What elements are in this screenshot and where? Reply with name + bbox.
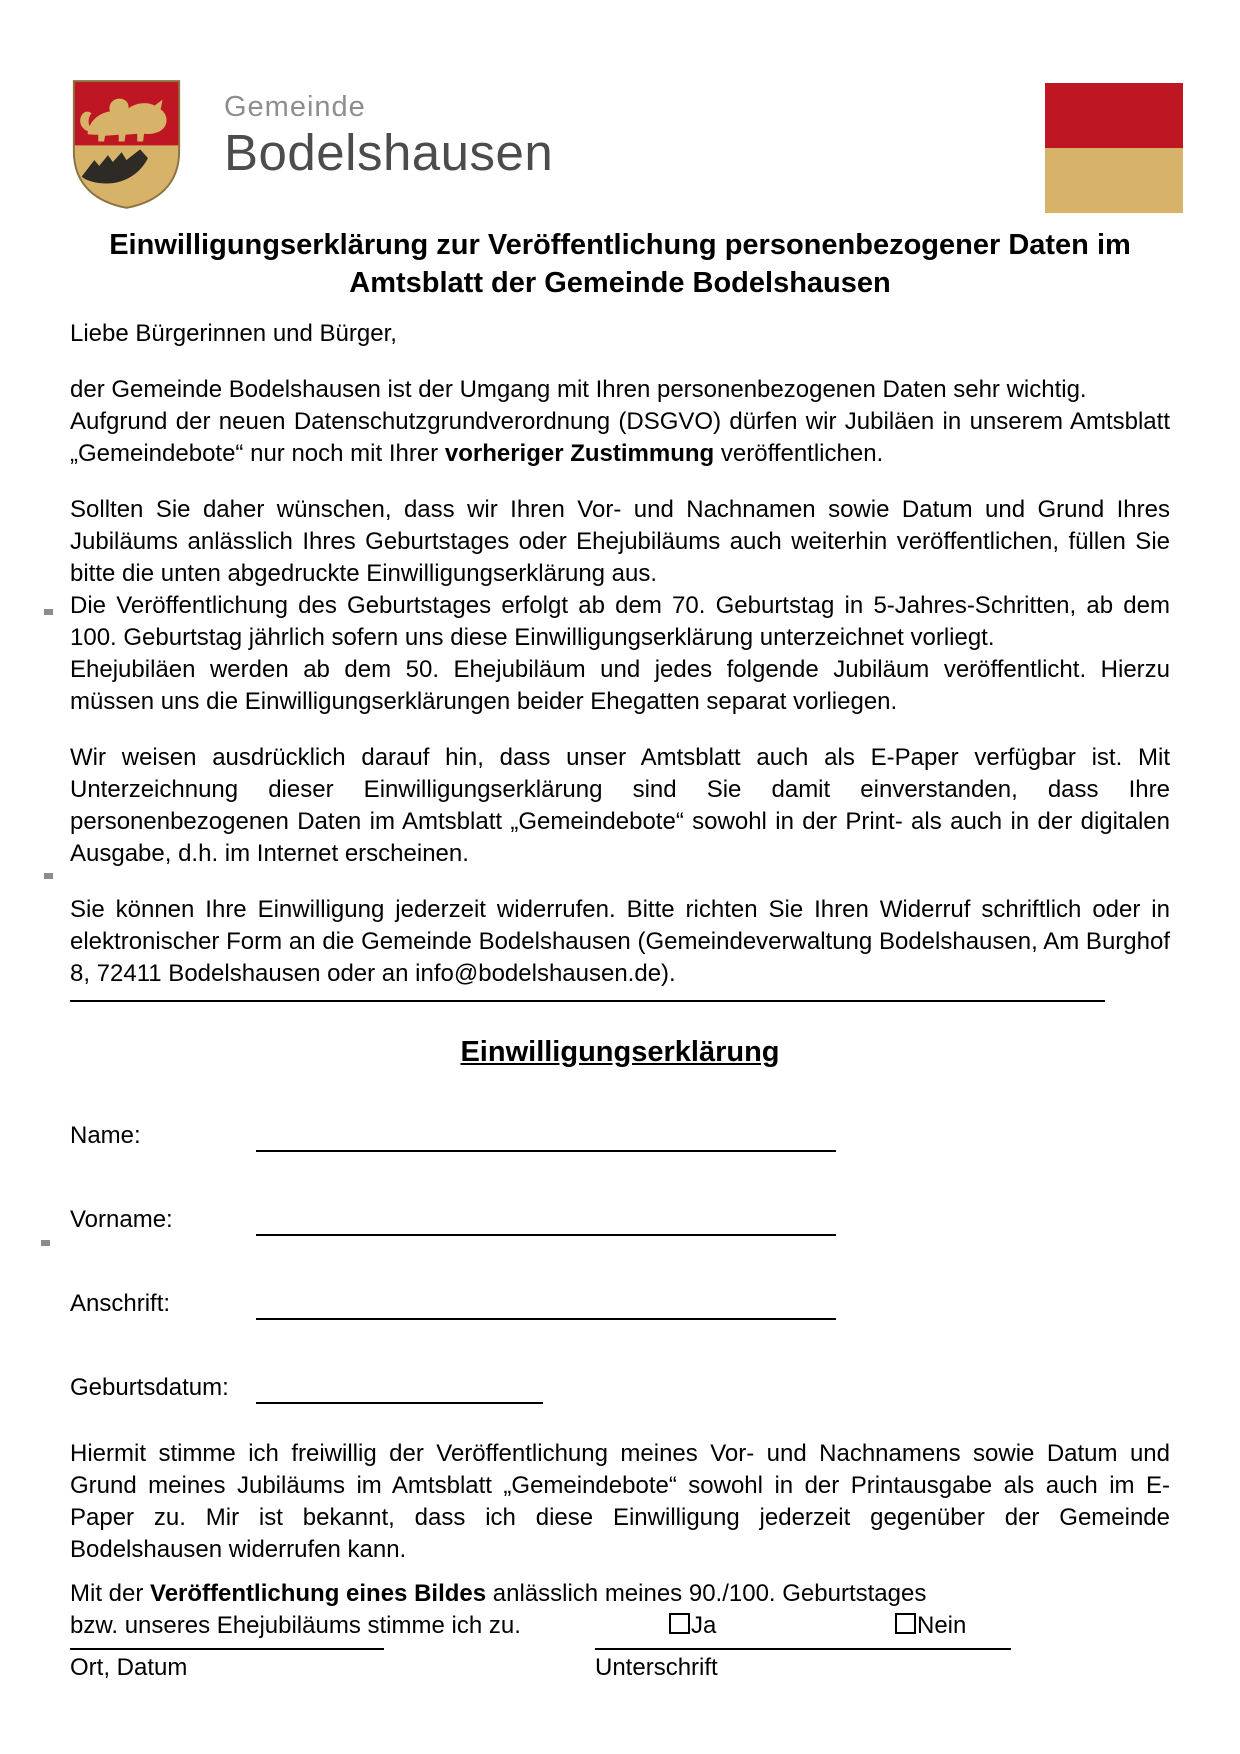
field-row-geburtsdatum bbox=[70, 1372, 1170, 1404]
margin-scan-mark bbox=[44, 873, 53, 879]
signature-label: Unterschrift bbox=[595, 1654, 718, 1681]
vorname-label: Vorname: bbox=[70, 1206, 173, 1233]
paragraph-revocation: Sie können Ihre Einwilligung jederzeit widerrufen. Bitte richten Sie Ihren Widerruf schriftlich oder in elektronischer Form an die Gemeinde Bodelshausen (Gemeindeverwaltung Bodelshausen, Am Burghof 8, 72411 Bodelshausen oder an info@bodelshausen.de). bbox=[70, 896, 1170, 987]
declaration-heading-text: Einwilligungserklärung bbox=[460, 1036, 780, 1068]
yes-option bbox=[669, 1610, 716, 1642]
paragraph-wish: Sollten Sie daher wünschen, dass wir Ihren Vor- und Nachnamen sowie Datum und Grund Ihres Jubiläums anlässlich Ihres Geburtstages oder Ehejubiläums auch weiterhin veröffentlichen, füllen Sie bitte die unten abgedruckte Einwilligungserklärung aus. bbox=[70, 496, 1170, 587]
place-date-label: Ort, Datum bbox=[70, 1654, 188, 1681]
checkbox-ja-label: Ja bbox=[691, 1612, 717, 1639]
anschrift-input-line[interactable] bbox=[256, 1290, 836, 1320]
field-row-anschrift bbox=[70, 1288, 1170, 1320]
flag-red-half bbox=[1045, 83, 1183, 148]
paragraph-publication-rules bbox=[70, 494, 1170, 718]
document-title bbox=[70, 226, 1170, 302]
text-segment: Mit der bbox=[70, 1580, 151, 1607]
logo-org-name: Bodelshausen bbox=[224, 124, 554, 181]
document-title-line2: Amtsblatt der Gemeinde Bodelshausen bbox=[349, 267, 891, 299]
checkbox-nein-label: Nein bbox=[917, 1612, 967, 1639]
text-segment: Aufgrund der neuen Datenschutzgrundverordnung (DSGVO) dürfen wir Jubiläen in unserem Amtsblatt „Gemeindebote“ nur noch mit Ihrer bbox=[70, 408, 1170, 467]
bold-photo-publication: Veröffentlichung eines Bildes bbox=[150, 1580, 487, 1607]
checkbox-nein[interactable] bbox=[895, 1613, 916, 1634]
field-row-vorname bbox=[70, 1204, 1170, 1236]
geburtsdatum-label: Geburtsdatum: bbox=[70, 1374, 229, 1401]
salutation: Liebe Bürgerinnen und Bürger, bbox=[70, 320, 397, 347]
text-segment: veröffentlichen. bbox=[714, 440, 884, 467]
name-label: Name: bbox=[70, 1122, 141, 1149]
paragraph-line: der Gemeinde Bodelshausen ist der Umgang mit Ihren personenbezogenen Daten sehr wichtig. bbox=[70, 376, 1087, 403]
declaration-heading bbox=[70, 1036, 1170, 1068]
paragraph-data-importance bbox=[70, 374, 1170, 470]
flag-gold-half bbox=[1045, 148, 1183, 213]
coat-of-arms-icon bbox=[68, 75, 185, 212]
document-body bbox=[70, 226, 1170, 1642]
bold-prior-consent: vorheriger Zustimmung bbox=[444, 440, 715, 467]
anschrift-label: Anschrift: bbox=[70, 1290, 171, 1317]
place-date-signature-line[interactable] bbox=[70, 1648, 384, 1650]
photo-consent-line2 bbox=[70, 1610, 1170, 1642]
paragraph-birthday-rule: Die Veröffentlichung des Geburtstages erfolgt ab dem 70. Geburtstag in 5-Jahres-Schritten, ab dem 100. Geburtstag jährlich sofern uns diese Einwilligungserklärung unterzeichnet vorliegt. bbox=[70, 592, 1170, 651]
no-option bbox=[895, 1610, 966, 1642]
paragraph-dsgvo bbox=[70, 406, 1170, 470]
geburtsdatum-input-line[interactable] bbox=[256, 1374, 543, 1404]
signature-area bbox=[70, 1648, 1170, 1718]
paragraph-anniversary-rule: Ehejubiläen werden ab dem 50. Ehejubiläum und jedes folgende Jubiläum veröffentlicht. Hierzu müssen uns die Einwilligungserklärungen beider Ehegatten separat vorliegen. bbox=[70, 656, 1170, 715]
logo-wordmark bbox=[224, 90, 553, 182]
municipal-flag-graphic bbox=[1045, 83, 1183, 213]
signature-line[interactable] bbox=[595, 1648, 1011, 1650]
name-input-line[interactable] bbox=[256, 1122, 836, 1152]
paragraph-epaper-notice: Wir weisen ausdrücklich darauf hin, dass unser Amtsblatt auch als E-Paper verfügbar ist. Mit Unterzeichnung dieser Einwilligungserklärung sind Sie damit einverstanden, dass Ihre personenbezogenen Daten im Amtsblatt „Gemeindebote“ sowohl in der Print- als auch in der digitalen Ausgabe, d.h. im Internet erscheinen. bbox=[70, 744, 1170, 867]
vorname-input-line[interactable] bbox=[256, 1206, 836, 1236]
photo-consent-line2-text: bzw. unseres Ehejubiläums stimme ich zu. bbox=[70, 1612, 521, 1639]
margin-scan-mark bbox=[41, 1240, 50, 1246]
consent-statement: Hiermit stimme ich freiwillig der Veröffentlichung meines Vor- und Nachnamens sowie Datum und Grund meines Jubiläums im Amtsblatt „Gemeindebote“ sowohl in der Printausgabe als auch im E-Paper zu. Mir ist bekannt, dass ich diese Einwilligung jederzeit gegenüber der Gemeinde Bodelshausen widerrufen kann. bbox=[70, 1440, 1170, 1563]
photo-consent-line1 bbox=[70, 1578, 1170, 1610]
checkbox-ja[interactable] bbox=[669, 1613, 690, 1634]
photo-consent-block bbox=[70, 1578, 1170, 1642]
text-segment: anlässlich meines 90./100. Geburtstages bbox=[486, 1580, 927, 1607]
logo-org-prefix: Gemeinde bbox=[224, 91, 366, 123]
margin-scan-mark bbox=[44, 609, 53, 615]
document-title-line1: Einwilligungserklärung zur Veröffentlichung personenbezogener Daten im bbox=[109, 229, 1131, 261]
signature-place-date bbox=[70, 1648, 384, 1682]
field-row-name bbox=[70, 1120, 1170, 1152]
section-divider-line bbox=[70, 1000, 1105, 1002]
signature-sign bbox=[595, 1648, 1011, 1682]
